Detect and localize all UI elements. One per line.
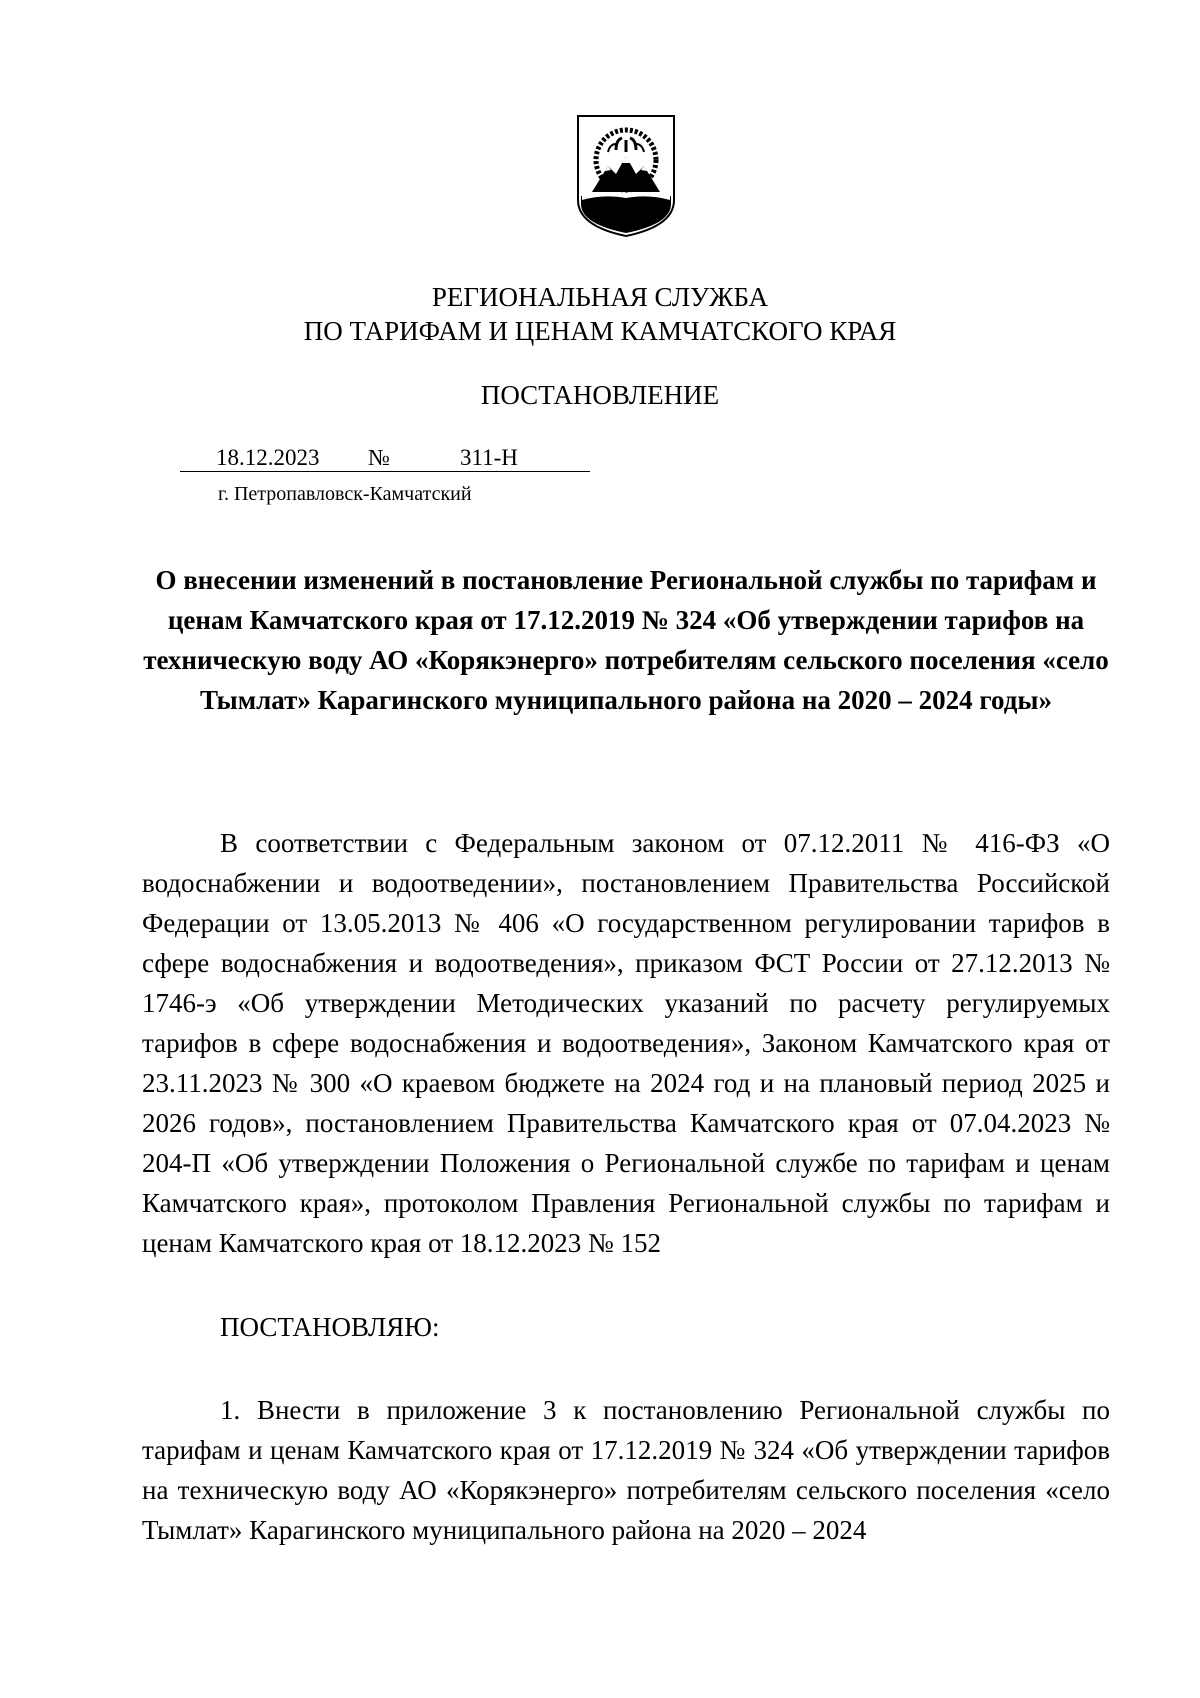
agency-line-2: ПО ТАРИФАМ И ЦЕНАМ КАМЧАТСКОГО КРАЯ	[303, 316, 897, 346]
item-1-paragraph: 1. Внести в приложение 3 к постановлению Региональной службы по тарифам и ценам Камчатского края от 17.12.2019 № 324 «Об утверждении тарифов на техническую воду АО «Корякэнерго» потребителям сельского поселения «село Тымлат» Карагинского муниципального района на 2020 – 2024	[142, 1395, 1110, 1545]
city-name: г. Петропавловск-Камчатский	[218, 483, 472, 505]
document-type: ПОСТАНОВЛЕНИЕ	[480, 380, 720, 410]
agency-line-1: РЕГИОНАЛЬНАЯ СЛУЖБА	[431, 282, 769, 312]
resolve-heading: ПОСТАНОВЛЯЮ:	[220, 1312, 440, 1342]
meta-underline	[180, 471, 590, 472]
kamchatka-coat-of-arms-icon	[576, 114, 676, 238]
document-date: 18.12.2023	[216, 445, 320, 470]
document-meta	[180, 445, 590, 475]
document-number: 311-Н	[460, 445, 518, 470]
agency-name	[0, 280, 1200, 348]
number-sign: №	[368, 445, 390, 470]
preamble-paragraph: В соответствии с Федеральным законом от 07.12.2011 № 416-ФЗ «О водоснабжении и водоотведении», постановлением Правительства Российской Федерации от 13.05.2013 № 406 «О государственном регулировании тарифов в сфере водоснабжения и водоотведения», приказом ФСТ России от 27.12.2013 № 1746-э «Об утверждении Методических указаний по расчету регулируемых тарифов в сфере водоснабжения и водоотведения», Законом Камчатского края от 23.11.2023 № 300 «О краевом бюджете на 2024 год и на плановый период 2025 и 2026 годов», постановлением Правительства Камчатского края от 07.04.2023 № 204-П «Об утверждении Положения о Региональной службе по тарифам и ценам Камчатского края», протоколом Правления Региональной службы по тарифам и ценам Камчатского края от 18.12.2023 № 152	[142, 828, 1110, 1258]
document-subject: О внесении изменений в постановление Региональной службы по тарифам и ценам Камчатского края от 17.12.2019 № 324 «Об утверждении тарифов на техническую воду АО «Корякэнерго» потребителям сельского поселения «село Тымлат» Карагинского муниципального района на 2020 – 2024 годы»	[143, 565, 1109, 715]
